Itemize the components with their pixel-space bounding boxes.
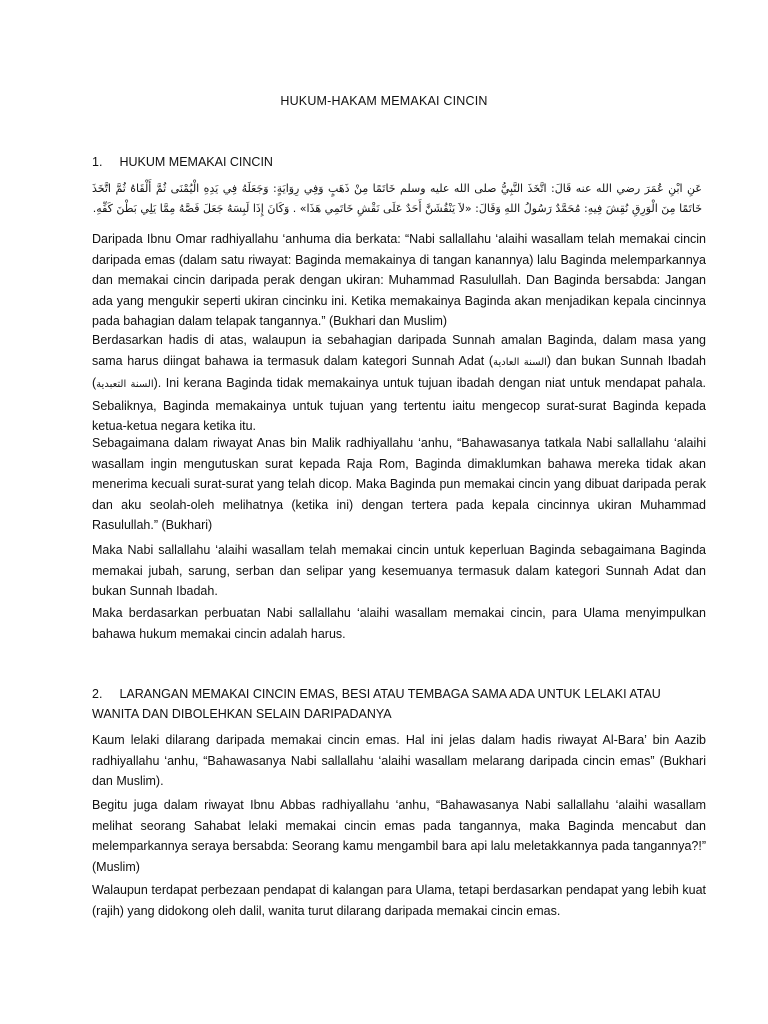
paragraph-2-text-b: ) dan bukan Sunnah Ibadah (	[92, 353, 706, 390]
arabic-hadith-text: عَنِ ابْنِ عُمَرَ رضي الله عنه قَالَ: اتَّخَذَ النَّبِيُّ صلى الله عليه وسلم خَاتَمًا مِنْ ذَهَبٍ وَفِي رِوَايَةٍ: وَجَعَلَهُ فِي يَدِهِ الْيُمْنَى ثُمَّ أَلْقَاهُ ثُمَّ اتَّخَذَ خَاتَمًا مِنَ الْوَرِقِ نُقِشَ فِيهِ: مُحَمَّدٌ رَسُولُ اللهِ وَقَالَ: «لاَ يَنْقُشَنَّ أَحَدٌ عَلَى نَقْشِ خَاتَمِي هَذَا» . وَكَانَ إِذَا لَبِسَهُ جَعَلَ فَصَّهُ مِمَّا يَلِي بَطْنَ كَفِّهِ.	[92, 182, 702, 215]
section-1-paragraph-1: Daripada Ibnu Omar radhiyallahu ‘anhuma dia berkata: “Nabi sallallahu ‘alaihi wasallam telah memakai cincin daripada emas (dalam satu riwayat: Baginda memakainya di tangan kanannya) lalu Baginda melemparkannya dan memakai cincin daripada perak dengan ukiran: Muhammad Rasulullah. Dan Baginda bersabda: Jangan ada yang mengukir seperti ukiran cincinku ini. Ketika memakainya Baginda akan menjadikan kepala cincinnya pada bahagian dalam telapak tangannya.” (Bukhari dan Muslim)	[92, 232, 706, 328]
section-2-paragraph-2: Begitu juga dalam riwayat Ibnu Abbas radhiyallahu ‘anhu, “Bahawasanya Nabi sallallahu ‘alaihi wasallam melihat seorang Sahabat lelaki memakai cincin emas pada tangannya, maka Baginda mencabut dan melemparkannya seraya bersabda: Seorang kamu mengambil bara api lalu meletakkannya pada tangannya?!” (Muslim)	[92, 798, 706, 874]
section-1-paragraph-3: Sebagaimana dalam riwayat Anas bin Malik radhiyallahu ‘anhu, “Bahawasanya tatkala Nabi sallallahu ‘alaihi wasallam ingin mengutuskan surat kepada Raja Rom, Baginda dimaklumkan bahawa mereka tidak akan menerima kecuali surat-surat yang telah dicop. Maka Baginda pun memakai cincin yang dibuat daripada perak dan aku seolah-oleh melihatnya (ketika ini) dengan tertera pada kepala cincinnya ukiran Muhammad Rasulullah.” (Bukhari)	[92, 436, 706, 532]
section-1-title: HUKUM MEMAKAI CINCIN	[119, 155, 273, 169]
section-2-heading	[92, 684, 706, 724]
section-2-paragraph-3: Walaupun terdapat perbezaan pendapat di kalangan para Ulama, tetapi berdasarkan pendapat yang lebih kuat (rajih) yang didokong oleh dalil, wanita turut dilarang daripada memakai cincin emas.	[92, 883, 706, 918]
section-2-number: 2.	[92, 687, 103, 701]
arabic-inline-sunnah-ibadah: السنة التعبدية	[96, 379, 154, 390]
document-title: HUKUM-HAKAM MEMAKAI CINCIN	[280, 94, 488, 108]
section-1-paragraph-2	[92, 330, 706, 437]
section-2-paragraph-1: Kaum lelaki dilarang daripada memakai cincin emas. Hal ini jelas dalam hadis riwayat Al-Bara’ bin Aazib radhiyallahu ‘anhu, “Bahawasanya Nabi sallallahu ‘alaihi wasallam melarang daripada cincin emas” (Bukhari dan Muslim).	[92, 733, 706, 788]
section-1-paragraph-4: Maka Nabi sallallahu ‘alaihi wasallam telah memakai cincin untuk keperluan Baginda sebagaimana Baginda memakai jubah, sarung, serban dan selipar yang kesemuanya termasuk dalam kategori Sunnah Adat dan bukan Sunnah Ibadah.	[92, 543, 706, 598]
section-2-title: LARANGAN MEMAKAI CINCIN EMAS, BESI ATAU TEMBAGA SAMA ADA UNTUK LELAKI ATAU WANITA DAN DIBOLEHKAN SELAIN DARIPADANYA	[92, 687, 661, 721]
arabic-inline-sunnah-adat: السنة العادية	[493, 356, 547, 368]
section-1-number: 1.	[92, 155, 103, 169]
paragraph-2-text-a: Berdasarkan hadis di atas, walaupun ia sebahagian daripada Sunnah amalan Baginda, dalam masa yang sama harus diingat bahawa ia termasuk dalam kategori Sunnah Adat (	[92, 333, 706, 368]
section-1-heading	[92, 152, 702, 172]
section-1-paragraph-5: Maka berdasarkan perbuatan Nabi sallallahu ‘alaihi wasallam memakai cincin, para Ulama menyimpulkan bahawa hukum memakai cincin adalah harus.	[92, 606, 706, 641]
paragraph-2-text-c: ). Ini kerana Baginda tidak memakainya untuk tujuan ibadah dengan niat untuk mendapat pahala. Sebaliknya, Baginda memakainya untuk tujuan yang tertentu iaitu mengecop surat-surat Baginda kepada ketua-ketua negara ketika itu.	[92, 376, 706, 433]
